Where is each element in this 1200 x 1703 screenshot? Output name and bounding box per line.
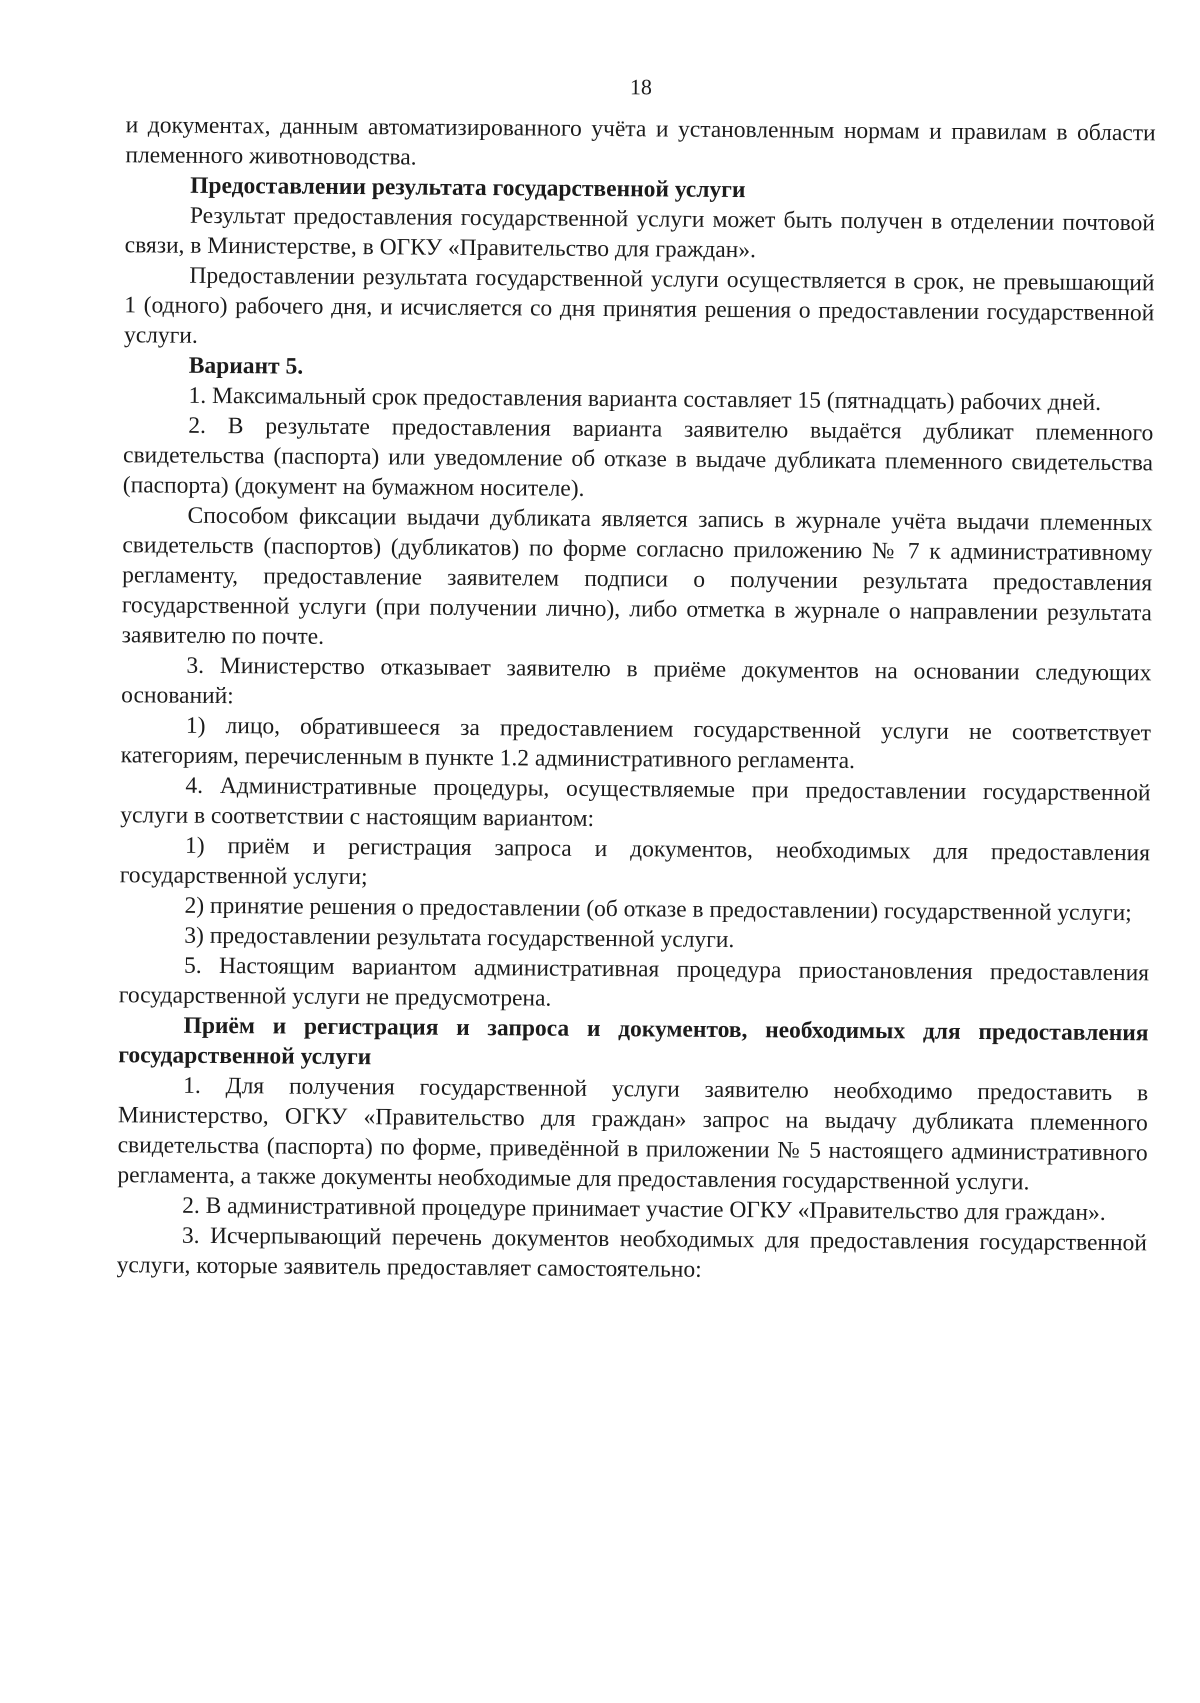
paragraph-no-suspension: 5. Настоящим вариантом административная процедура приостановления предоставления государственной услуги не предусмотрена. (118, 952, 1150, 1012)
paragraph-variant-result: 2. В результате предоставления варианта заявителю выдаётся дубликат племенного свидетельства (паспорта) или уведомление об отказе в выдаче дубликата племенного свидетельства (паспорта) (документ на бумажном носителе). (122, 412, 1154, 502)
variant-heading: Вариант 5. (188, 352, 304, 380)
paragraph-fixation-method: Способом фиксации выдачи дубликата является запись в журнале учёта выдачи племенных свидетельств (паспортов) (дубликатов) по форме согласно приложению № 7 к административному регламенту, предоставление заявителем подписи о получении результата предоставления государственной услуги (при получении лично), либо отметка в журнале о направлении результата заявителю по почте. (121, 502, 1153, 650)
paragraph-result-term: Предоставлении результата государственной услуги осуществляется в срок, не превышающий 1 (одного) рабочего дня, и исчисляется со дня принятия решения о предоставлении государственной услуги. (123, 262, 1155, 349)
paragraph-participation: 2. В административной процедуре принимает участие ОГКУ «Правительство для граждан». (182, 1192, 1106, 1226)
paragraph-result-place: Результат предоставления государственной услуги может быть получен в отделении почтовой связи, в Министерстве, в ОГКУ «Правительство для граждан». (124, 202, 1156, 264)
page-number: 18 (629, 74, 653, 100)
section-heading-reception: Приём и регистрация и запроса и документов, необходимых для предоставления государственной услуги (118, 1012, 1149, 1071)
paragraph-request-submission: 1. Для получения государственной услуги заявителю необходимо предоставить в Министерство, ОГКУ «Правительство для граждан» запрос на выдачу дубликата племенного свидетельства (паспорта) по форме, приведённой в приложении № 5 настоящего административного регламента, а также документы необходимые для предоставления государственной услуги. (117, 1072, 1149, 1196)
continuation-paragraph: и документах, данным автоматизированного учёта и установленным нормам и правилам в области племенного животноводства. (125, 112, 1156, 171)
paragraph-procedures: 4. Административные процедуры, осуществляемые при предоставлении государственной услуги в соответствии с настоящим вариантом: (120, 772, 1151, 832)
paragraph-max-term: 1. Максимальный срок предоставления варианта составляет 15 (пятнадцать) рабочих дней. (188, 382, 1102, 416)
section-heading-result: Предоставлении результата государственной услуги (190, 172, 746, 204)
paragraph-refusal: 3. Министерство отказывает заявителю в приёме документов на основании следующих оснований: (121, 652, 1152, 710)
list-item-procedure-1: 1) приём и регистрация запроса и документов, необходимых для предоставления государственной услуги; (119, 832, 1151, 891)
list-item-refusal-reason: 1) лицо, обратившееся за предоставлением государственной услуги не соответствует категориям, перечисленным в пункте 1.2 административного регламента. (120, 712, 1152, 774)
list-item-procedure-3: 3) предоставлении результата государственной услуги. (184, 922, 735, 954)
paragraph-documents-list: 3. Исчерпывающий перечень документов необходимых для предоставления государственной услуги, которые заявитель предоставляет самостоятельно: (116, 1222, 1148, 1283)
list-item-procedure-2: 2) принятие решения о предоставлении (об отказе в предоставлении) государственной услуги; (184, 892, 1132, 927)
